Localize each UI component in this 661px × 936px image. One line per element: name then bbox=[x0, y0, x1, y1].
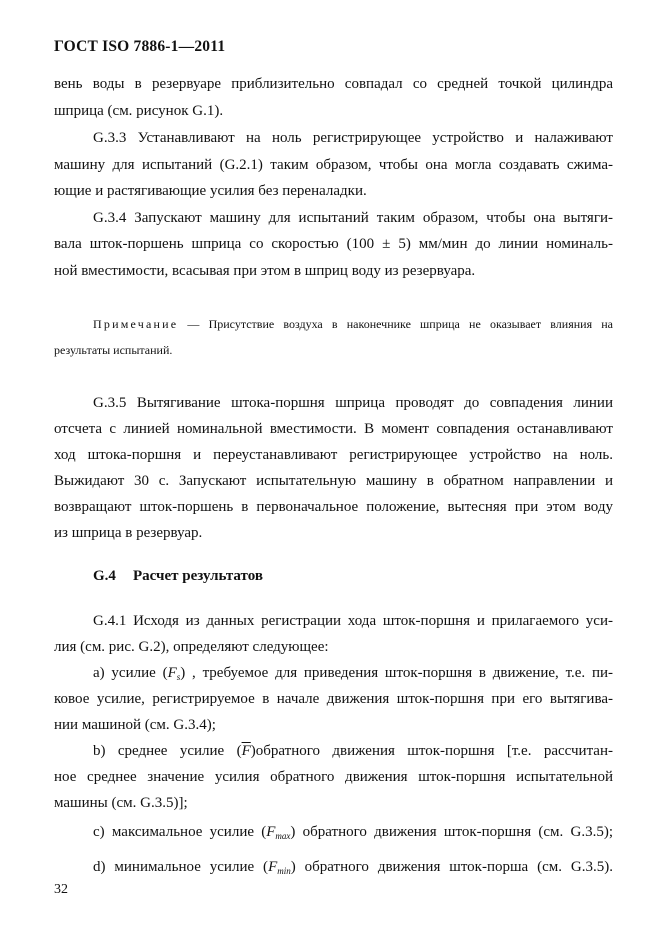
list-item-a bbox=[93, 663, 613, 687]
text-line: лия (см. рис. G.2), определяют следующее: bbox=[54, 639, 329, 655]
text-line: отсчета с линией номинальной вместимости. В момент совпадения останавливают bbox=[54, 421, 613, 437]
text-line: машины (см. G.3.5)]; bbox=[54, 795, 188, 811]
note bbox=[93, 315, 613, 333]
list-item-c bbox=[93, 822, 613, 846]
force-symbol: F bbox=[268, 859, 278, 875]
page-number: 32 bbox=[54, 882, 68, 897]
clause-g-4-1: G.4.1 Исходя из данных регистрации хода шток-поршня и прилагаемого уси- bbox=[93, 613, 613, 629]
list-item-d bbox=[93, 857, 613, 881]
note-text: результаты испытаний. bbox=[54, 343, 173, 357]
text-line: машину для испытаний (G.2.1) таким образом, чтобы она могла создавать сжима- bbox=[54, 157, 613, 173]
subscript: max bbox=[275, 831, 291, 841]
note-label: Примечание bbox=[93, 317, 179, 331]
force-symbol: F bbox=[266, 824, 276, 840]
text-span: )обратного движения шток-поршня [т.е. рассчитан- bbox=[250, 743, 613, 759]
note-text: — Присутствие воздуха в наконечнике шприца не оказывает влияния на bbox=[187, 317, 613, 331]
text-span: a) усилие ( bbox=[93, 665, 168, 681]
text-span: ) обратного движения шток-порша (см. G.3.5). bbox=[290, 859, 613, 875]
clause-g-3-5: G.3.5 Вытягивание штока-поршня шприца проводят до совпадения линии bbox=[93, 395, 613, 411]
text-span: ) , требуемое для приведения шток-поршня в движение, т.е. пи- bbox=[180, 665, 613, 681]
text-line: вень воды в резервуаре приблизительно совпадал со средней точкой цилиндра bbox=[54, 76, 613, 92]
text-line: ковое усилие, регистрируемое в начале движения шток-поршня при его вытягива- bbox=[54, 691, 613, 707]
text-line: ход штока-поршня и переустанавливают регистрирующее устройство на ноль. bbox=[54, 447, 613, 463]
section-heading bbox=[93, 568, 263, 585]
section-number: G.4 bbox=[93, 568, 116, 584]
text-span: ) обратного движения шток-поршня (см. G.3.5); bbox=[290, 824, 613, 840]
section-title: Расчет результатов bbox=[133, 568, 263, 584]
text-line: возвращают шток-поршень в первоначальное положение, вытесняя при этом воду bbox=[54, 499, 613, 515]
page-header: ГОСТ ISO 7886-1—2011 bbox=[54, 38, 226, 55]
text-span: c) максимальное усилие ( bbox=[93, 824, 267, 840]
force-symbol: $\overline{F}$ bbox=[241, 743, 251, 759]
text-line: Выжидают 30 с. Запускают испытательную машину в обратном направлении и bbox=[54, 473, 613, 489]
text-line: нии машиной (см. G.3.4); bbox=[54, 717, 216, 733]
text-line: шприца (см. рисунок G.1). bbox=[54, 103, 224, 119]
subscript: s bbox=[176, 672, 181, 682]
force-symbol: F bbox=[167, 665, 177, 681]
clause-g-3-3: G.3.3 Устанавливают на ноль регистрирующее устройство и налаживают bbox=[93, 130, 613, 146]
text-line: вала шток-поршень шприца со скоростью (100 ± 5) мм/мин до линии номиналь- bbox=[54, 236, 613, 252]
text-line: ющие и растягивающие усилия без переналадки. bbox=[54, 183, 367, 199]
text-line: ной вместимости, всасывая при этом в шприц воду из резервуара. bbox=[54, 263, 476, 279]
list-item-b bbox=[93, 741, 613, 761]
subscript: min bbox=[277, 866, 291, 876]
text-span: b) среднее усилие ( bbox=[93, 743, 242, 759]
text-line: из шприца в резервуар. bbox=[54, 525, 203, 541]
text-line: ное среднее значение усилия обратного движения шток-поршня испытательной bbox=[54, 769, 613, 785]
clause-g-3-4: G.3.4 Запускают машину для испытаний таким образом, чтобы она вытяги- bbox=[93, 210, 613, 226]
text-span: d) минимальное усилие ( bbox=[93, 859, 269, 875]
